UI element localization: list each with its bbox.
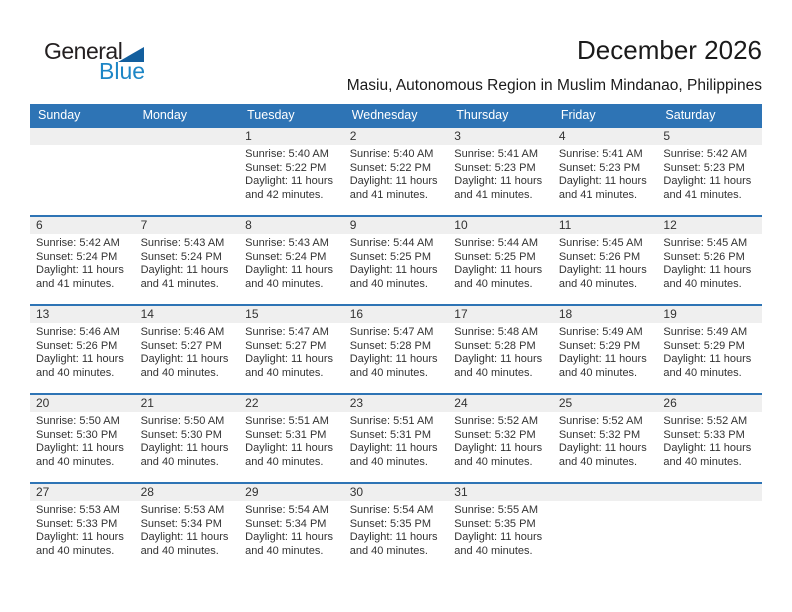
day-details xyxy=(553,323,658,388)
day-details xyxy=(239,412,344,477)
day-number: 7 xyxy=(135,217,240,234)
day-number: 31 xyxy=(448,484,553,501)
sunset-text: Sunset: 5:33 PM xyxy=(36,517,118,530)
sunrise-text: Sunrise: 5:52 AM xyxy=(663,415,748,427)
sunrise-text: Sunrise: 5:45 AM xyxy=(558,237,643,249)
day-number: 2 xyxy=(344,128,449,145)
sunrise-text: Sunrise: 5:42 AM xyxy=(36,237,120,249)
day-cell-empty xyxy=(657,484,762,571)
day-details xyxy=(657,412,762,477)
daylight-text: Daylight: 11 hours and 41 minutes. xyxy=(349,175,438,201)
day-details xyxy=(239,501,344,566)
day-cell-29 xyxy=(239,484,344,571)
day-number: 15 xyxy=(239,306,344,323)
daylight-text: Daylight: 11 hours and 40 minutes. xyxy=(349,442,438,468)
daylight-text: Daylight: 11 hours and 40 minutes. xyxy=(140,442,229,468)
day-details xyxy=(344,501,449,566)
day-details xyxy=(135,145,240,156)
day-cell-11 xyxy=(553,217,658,304)
day-number: 11 xyxy=(553,217,658,234)
day-details xyxy=(239,145,344,210)
day-number: 29 xyxy=(239,484,344,501)
daylight-text: Daylight: 11 hours and 40 minutes. xyxy=(140,531,229,557)
daylight-text: Daylight: 11 hours and 40 minutes. xyxy=(245,442,333,468)
day-details xyxy=(30,234,135,299)
sunrise-text: Sunrise: 5:51 AM xyxy=(349,415,434,427)
daylight-text: Daylight: 11 hours and 40 minutes. xyxy=(245,531,333,557)
day-number: 1 xyxy=(239,128,344,145)
day-cell-5 xyxy=(657,128,762,215)
day-cell-4 xyxy=(553,128,658,215)
sunrise-text: Sunrise: 5:47 AM xyxy=(245,326,329,338)
sunset-text: Sunset: 5:26 PM xyxy=(663,250,745,263)
day-number: 12 xyxy=(657,217,762,234)
day-details xyxy=(553,501,658,512)
logo-text-blue: Blue xyxy=(99,58,146,84)
sunrise-text: Sunrise: 5:44 AM xyxy=(454,237,539,249)
sunrise-text: Sunrise: 5:52 AM xyxy=(558,415,643,427)
day-cell-23 xyxy=(344,395,449,482)
sunset-text: Sunset: 5:22 PM xyxy=(349,161,432,174)
day-cell-12 xyxy=(657,217,762,304)
sunrise-text: Sunrise: 5:48 AM xyxy=(454,326,539,338)
day-details xyxy=(135,501,240,566)
day-cell-17 xyxy=(448,306,553,393)
sunset-text: Sunset: 5:25 PM xyxy=(454,250,536,263)
daylight-text: Daylight: 11 hours and 40 minutes. xyxy=(36,442,124,468)
day-number: 16 xyxy=(344,306,449,323)
day-details xyxy=(657,501,762,512)
day-number: 22 xyxy=(239,395,344,412)
sunrise-text: Sunrise: 5:40 AM xyxy=(245,148,329,160)
weekday-saturday: Saturday xyxy=(665,108,716,122)
day-cell-30 xyxy=(344,484,449,571)
day-number: 19 xyxy=(657,306,762,323)
sunset-text: Sunset: 5:27 PM xyxy=(245,339,327,352)
sunset-text: Sunset: 5:32 PM xyxy=(558,428,641,441)
daylight-text: Daylight: 11 hours and 41 minutes. xyxy=(454,175,543,201)
daylight-text: Daylight: 11 hours and 40 minutes. xyxy=(245,264,333,290)
sunrise-text: Sunrise: 5:43 AM xyxy=(140,237,225,249)
day-number: 30 xyxy=(344,484,449,501)
day-number xyxy=(135,128,240,145)
daylight-text: Daylight: 11 hours and 40 minutes. xyxy=(454,264,543,290)
daylight-text: Daylight: 11 hours and 41 minutes. xyxy=(36,264,124,290)
daylight-text: Daylight: 11 hours and 40 minutes. xyxy=(36,531,124,557)
day-cell-14 xyxy=(135,306,240,393)
day-cell-25 xyxy=(553,395,658,482)
daylight-text: Daylight: 11 hours and 40 minutes. xyxy=(349,353,438,379)
sunset-text: Sunset: 5:23 PM xyxy=(558,161,641,174)
day-number: 13 xyxy=(30,306,135,323)
daylight-text: Daylight: 11 hours and 42 minutes. xyxy=(245,175,333,201)
weekday-thursday: Thursday xyxy=(456,108,509,122)
sunrise-text: Sunrise: 5:46 AM xyxy=(140,326,225,338)
day-cell-18 xyxy=(553,306,658,393)
day-cell-7 xyxy=(135,217,240,304)
sunset-text: Sunset: 5:23 PM xyxy=(663,161,745,174)
sunrise-text: Sunrise: 5:55 AM xyxy=(454,504,539,516)
day-cell-10 xyxy=(448,217,553,304)
calendar-body xyxy=(30,126,762,571)
day-details xyxy=(448,501,553,566)
day-details xyxy=(135,412,240,477)
weekday-monday: Monday xyxy=(142,108,188,122)
sunrise-text: Sunrise: 5:53 AM xyxy=(140,504,225,516)
sunset-text: Sunset: 5:30 PM xyxy=(36,428,118,441)
day-cell-16 xyxy=(344,306,449,393)
day-cell-20 xyxy=(30,395,135,482)
sunrise-text: Sunrise: 5:43 AM xyxy=(245,237,329,249)
calendar-table xyxy=(30,104,762,571)
daylight-text: Daylight: 11 hours and 41 minutes. xyxy=(558,175,647,201)
sunset-text: Sunset: 5:26 PM xyxy=(36,339,118,352)
sunset-text: Sunset: 5:35 PM xyxy=(454,517,536,530)
day-cell-22 xyxy=(239,395,344,482)
day-cell-26 xyxy=(657,395,762,482)
sunset-text: Sunset: 5:31 PM xyxy=(245,428,327,441)
sunset-text: Sunset: 5:31 PM xyxy=(349,428,432,441)
week-row xyxy=(30,393,762,482)
sunrise-text: Sunrise: 5:50 AM xyxy=(140,415,225,427)
day-details xyxy=(239,323,344,388)
sunset-text: Sunset: 5:24 PM xyxy=(140,250,222,263)
day-details xyxy=(344,323,449,388)
week-row xyxy=(30,215,762,304)
day-number: 24 xyxy=(448,395,553,412)
day-cell-15 xyxy=(239,306,344,393)
sunrise-text: Sunrise: 5:54 AM xyxy=(349,504,434,516)
sunset-text: Sunset: 5:35 PM xyxy=(349,517,432,530)
week-row xyxy=(30,126,762,215)
day-number: 20 xyxy=(30,395,135,412)
daylight-text: Daylight: 11 hours and 40 minutes. xyxy=(245,353,333,379)
day-cell-24 xyxy=(448,395,553,482)
weekday-wednesday: Wednesday xyxy=(351,108,418,122)
day-details xyxy=(657,234,762,299)
daylight-text: Daylight: 11 hours and 40 minutes. xyxy=(663,353,752,379)
daylight-text: Daylight: 11 hours and 41 minutes. xyxy=(663,175,752,201)
sunset-text: Sunset: 5:29 PM xyxy=(558,339,641,352)
sunrise-text: Sunrise: 5:46 AM xyxy=(36,326,120,338)
sunrise-text: Sunrise: 5:44 AM xyxy=(349,237,434,249)
day-number: 14 xyxy=(135,306,240,323)
sunrise-text: Sunrise: 5:49 AM xyxy=(663,326,748,338)
day-details xyxy=(553,412,658,477)
daylight-text: Daylight: 11 hours and 40 minutes. xyxy=(558,442,647,468)
day-cell-3 xyxy=(448,128,553,215)
daylight-text: Daylight: 11 hours and 41 minutes. xyxy=(140,264,229,290)
sunrise-text: Sunrise: 5:40 AM xyxy=(349,148,434,160)
day-number: 8 xyxy=(239,217,344,234)
day-details xyxy=(30,323,135,388)
day-details xyxy=(239,234,344,299)
sunset-text: Sunset: 5:34 PM xyxy=(140,517,222,530)
sunset-text: Sunset: 5:32 PM xyxy=(454,428,536,441)
day-details xyxy=(448,145,553,210)
day-details xyxy=(135,234,240,299)
day-details xyxy=(30,412,135,477)
weekday-header-row xyxy=(30,104,762,126)
day-number: 26 xyxy=(657,395,762,412)
sunset-text: Sunset: 5:25 PM xyxy=(349,250,432,263)
sunrise-text: Sunrise: 5:42 AM xyxy=(663,148,748,160)
sunset-text: Sunset: 5:28 PM xyxy=(454,339,536,352)
logo-text-general: General xyxy=(44,38,123,64)
day-cell-9 xyxy=(344,217,449,304)
day-details xyxy=(448,323,553,388)
day-number: 5 xyxy=(657,128,762,145)
sunset-text: Sunset: 5:29 PM xyxy=(663,339,745,352)
day-details xyxy=(448,412,553,477)
sunset-text: Sunset: 5:27 PM xyxy=(140,339,222,352)
day-number: 28 xyxy=(135,484,240,501)
day-cell-27 xyxy=(30,484,135,571)
weekday-sunday: Sunday xyxy=(38,108,81,122)
weekday-tuesday: Tuesday xyxy=(247,108,295,122)
day-details xyxy=(344,145,449,210)
day-cell-8 xyxy=(239,217,344,304)
day-cell-31 xyxy=(448,484,553,571)
sunset-text: Sunset: 5:26 PM xyxy=(558,250,641,263)
sunrise-text: Sunrise: 5:49 AM xyxy=(558,326,643,338)
sunrise-text: Sunrise: 5:41 AM xyxy=(558,148,643,160)
sunrise-text: Sunrise: 5:41 AM xyxy=(454,148,539,160)
day-number xyxy=(30,128,135,145)
sunset-text: Sunset: 5:34 PM xyxy=(245,517,327,530)
page-subtitle: Masiu, Autonomous Region in Muslim Mindanao, Philippines xyxy=(346,76,762,94)
day-details xyxy=(30,501,135,566)
sunrise-text: Sunrise: 5:45 AM xyxy=(663,237,748,249)
daylight-text: Daylight: 11 hours and 40 minutes. xyxy=(558,264,647,290)
day-cell-empty xyxy=(30,128,135,215)
day-number: 25 xyxy=(553,395,658,412)
sunrise-text: Sunrise: 5:54 AM xyxy=(245,504,329,516)
daylight-text: Daylight: 11 hours and 40 minutes. xyxy=(349,531,438,557)
daylight-text: Daylight: 11 hours and 40 minutes. xyxy=(454,531,543,557)
week-row xyxy=(30,482,762,571)
day-details xyxy=(657,145,762,210)
week-row xyxy=(30,304,762,393)
day-details xyxy=(448,234,553,299)
day-details xyxy=(30,145,135,156)
daylight-text: Daylight: 11 hours and 40 minutes. xyxy=(454,442,543,468)
sunset-text: Sunset: 5:23 PM xyxy=(454,161,536,174)
daylight-text: Daylight: 11 hours and 40 minutes. xyxy=(36,353,124,379)
daylight-text: Daylight: 11 hours and 40 minutes. xyxy=(140,353,229,379)
sunrise-text: Sunrise: 5:52 AM xyxy=(454,415,539,427)
day-number: 18 xyxy=(553,306,658,323)
daylight-text: Daylight: 11 hours and 40 minutes. xyxy=(663,442,752,468)
day-number: 17 xyxy=(448,306,553,323)
page-title: December 2026 xyxy=(577,35,762,65)
day-details xyxy=(657,323,762,388)
day-cell-empty xyxy=(135,128,240,215)
day-cell-19 xyxy=(657,306,762,393)
daylight-text: Daylight: 11 hours and 40 minutes. xyxy=(349,264,438,290)
day-details xyxy=(344,234,449,299)
day-cell-28 xyxy=(135,484,240,571)
title-block xyxy=(347,36,762,95)
weekday-friday: Friday xyxy=(560,108,596,122)
day-number xyxy=(657,484,762,501)
daylight-text: Daylight: 11 hours and 40 minutes. xyxy=(558,353,647,379)
day-cell-2 xyxy=(344,128,449,215)
day-cell-empty xyxy=(553,484,658,571)
sunrise-text: Sunrise: 5:50 AM xyxy=(36,415,120,427)
day-details xyxy=(553,145,658,210)
day-number: 27 xyxy=(30,484,135,501)
sunset-text: Sunset: 5:22 PM xyxy=(245,161,327,174)
daylight-text: Daylight: 11 hours and 40 minutes. xyxy=(454,353,543,379)
day-number: 23 xyxy=(344,395,449,412)
day-number: 10 xyxy=(448,217,553,234)
day-details xyxy=(135,323,240,388)
sunset-text: Sunset: 5:33 PM xyxy=(663,428,745,441)
day-cell-13 xyxy=(30,306,135,393)
sunset-text: Sunset: 5:24 PM xyxy=(36,250,118,263)
day-number: 3 xyxy=(448,128,553,145)
sunrise-text: Sunrise: 5:51 AM xyxy=(245,415,329,427)
sunset-text: Sunset: 5:24 PM xyxy=(245,250,327,263)
day-number xyxy=(553,484,658,501)
day-details xyxy=(553,234,658,299)
day-cell-1 xyxy=(239,128,344,215)
day-number: 4 xyxy=(553,128,658,145)
day-cell-6 xyxy=(30,217,135,304)
day-number: 21 xyxy=(135,395,240,412)
sunrise-text: Sunrise: 5:53 AM xyxy=(36,504,120,516)
day-details xyxy=(344,412,449,477)
sunset-text: Sunset: 5:30 PM xyxy=(140,428,222,441)
day-number: 6 xyxy=(30,217,135,234)
general-blue-logo xyxy=(44,40,145,83)
day-cell-21 xyxy=(135,395,240,482)
daylight-text: Daylight: 11 hours and 40 minutes. xyxy=(663,264,752,290)
sunset-text: Sunset: 5:28 PM xyxy=(349,339,432,352)
sunrise-text: Sunrise: 5:47 AM xyxy=(349,326,434,338)
day-number: 9 xyxy=(344,217,449,234)
